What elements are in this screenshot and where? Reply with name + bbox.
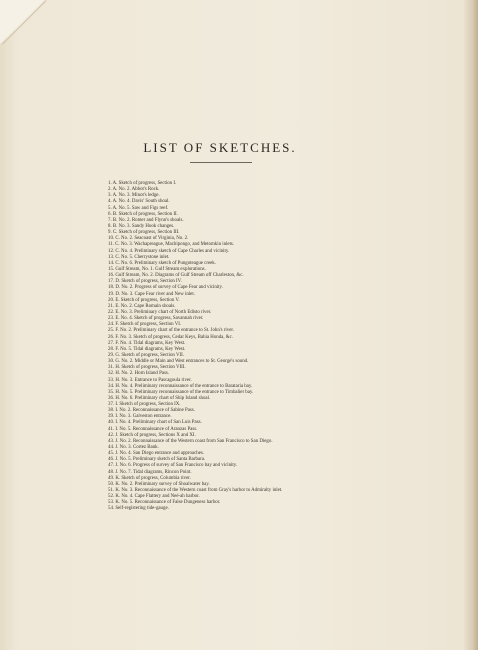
list-item: 38. I. No. 2. Reconnaissance of Sabine Pass. [108,408,195,414]
list-item: 29. G. Sketch of progress, Section VII. [108,352,184,358]
list-item: 26. F. No. 3. Sketch of progress, Cedar Keys, Bahia Honda, &c. [108,334,233,340]
list-item: 24. F. Sketch of progress, Section VI. [108,322,182,328]
list-item: 50. K. No. 2. Preliminary survey of Shoalwater bay. [108,481,210,487]
list-item: 37. I. Sketch of progress, Section IX. [108,402,181,408]
list-item: 11. C. No. 3. Wachapreague, Machipongo, and Metomkin inlets. [108,242,235,248]
list-item: 9. C. Sketch of progress, Section III. [108,230,180,236]
list-item: 35. H. No. 5. Preliminary reconnaissance of the entrance to Timbalier bay. [108,389,254,395]
list-item: 43. J. No. 2. Reconnaissance of the Western coast from San Francisco to San Diego. [108,438,273,444]
list-item: 53. K. No. 5. Reconnaissance of False Dungeness harbor. [108,500,221,506]
folded-corner [0,0,44,44]
list-item: 25. F. No. 2. Preliminary chart of the entrance to St. John's river. [108,328,234,334]
list-item: 4. A. No. 4. Davis' South shoal. [108,199,170,205]
list-item: 10. C. No. 2. Seacoast of Virginia, No. 2. [108,236,189,242]
list-item: 41. I. No. 5. Reconnaissance of Aranzas Pass. [108,426,198,432]
list-item: 8. B. No. 3. Sandy Hook changes. [108,223,175,229]
list-item: 2. A. No. 2. Abbot's Rock. [108,187,160,193]
list-item: 51. K. No. 3. Reconnaissance of the Western coast from Gray's harbor to Admiralty inlet. [108,488,283,494]
list-item: 31. H. Sketch of progress, Section VIII. [108,365,186,371]
list-item: 22. E. No. 3. Preliminary chart of North Edisto river. [108,309,212,315]
list-item: 1. A. Sketch of progress, Section I. [108,181,177,186]
list-item: 30. G. No. 2. Middle or Main and West entrances to St. George's sound. [108,359,249,365]
list-item: 46. J. No. 5. Preliminary sketch of Santa Barbara. [108,457,206,463]
list-item: 20. E. Sketch of progress, Section V. [108,297,180,303]
title-rule [190,162,252,163]
list-item: 44. J. No. 3. Cortez Bank. [108,445,159,451]
list-item: 48. J. No. 7. Tidal diagrams, Rincon Point. [108,469,192,475]
list-item: 12. C. No. 4. Preliminary sketch of Cape Charles and vicinity. [108,248,230,254]
list-item: 23. E. No. 4. Sketch of progress, Savannah river. [108,316,204,322]
list-item: 6. B. Sketch of progress, Section II. [108,211,178,217]
list-item: 27. F. No. 4. Tidal diagrams, Key West. [108,340,186,346]
list-item: 32. H. No. 2. Horn Island Pass. [108,371,169,377]
list-item: 19. D. No. 3. Cape Fear river and New inlet. [108,291,195,297]
list-item: 15. Gulf Stream, No. 1. Gulf Stream explorations. [108,266,206,272]
list-item: 17. D. Sketch of progress, Section IV. [108,279,182,285]
list-item: 28. F. No. 5. Tidal diagrams, Key West. [108,346,186,352]
list-item: 47. J. No. 6. Progress of survey of San Francisco bay and vicinity. [108,463,238,469]
list-item: 40. I. No. 4. Preliminary chart of San Luis Pass. [108,420,202,426]
list-item: 14. C. No. 6. Preliminary sketch of Pungoteague creek. [108,260,216,266]
list-item: 3. A. No. 3. Minot's ledge. [108,193,160,199]
list-item: 39. I. No. 3. Galveston entrance. [108,414,172,420]
list-item: 13. C. No. 5. Cherrystone inlet. [108,254,170,260]
list-item: 34. H. No. 4. Preliminary reconnaissance of the entrance to Barataria bay. [108,383,253,389]
list-item: 5. A. No. 5. Saw and Figs reef. [108,205,169,211]
list-item: 21. E. No. 2. Cape Romain shoals. [108,303,176,309]
binding-edge [464,0,478,650]
list-item: 7. B. No. 2. Romer and Flynn's shoals. [108,217,184,223]
list-item: 42. J. Sketch of progress, Sections X and XI. [108,432,196,438]
sketch-list [108,181,438,513]
list-item: 16. Gulf Stream, No. 2. Diagrams of Gulf Stream off Charleston, &c. [108,273,244,279]
list-item: 49. K. Sketch of progress, Columbia river. [108,475,191,481]
page-title: LIST OF SKETCHES. [143,140,297,155]
list-item: 33. H. No. 3. Entrance to Pascagoula river. [108,377,192,383]
list-item: 18. D. No. 2. Progress of survey of Cape Fear and vicinity. [108,285,223,291]
list-item: 45. J. No. 4. San Diego entrance and approaches. [108,451,205,457]
list-item: 36. H. No. 6. Preliminary chart of Ship Island shoal. [108,395,211,401]
list-item: 54. Self-registering tide-gauge. [108,506,169,512]
list-item: 52. K. No. 4. Cape Flattery and Neé-ah harbor. [108,494,200,500]
